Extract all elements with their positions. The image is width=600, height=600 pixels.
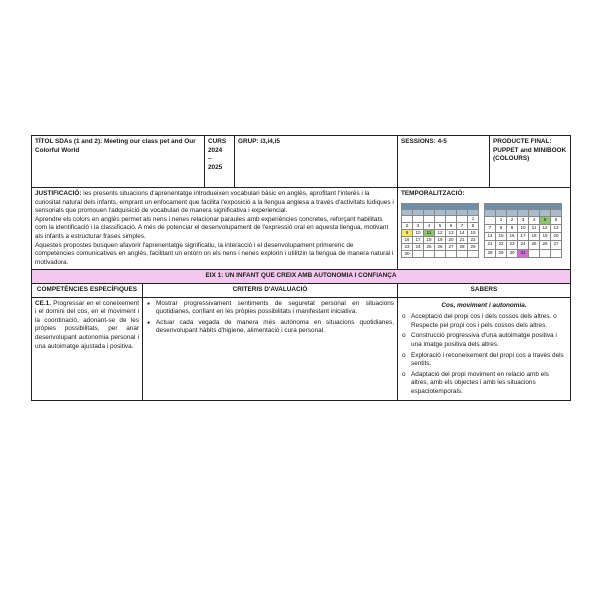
criteri-item: ● Actuar cada vegada de manera més autònoma en situacions quotidianes, desenvolupant hàbits d'higiene, alimentació i cura personal. [156, 319, 394, 336]
calendar-day: 17 [518, 233, 529, 241]
calendar-day: 2 [507, 217, 518, 225]
competencia-code: CE.1. [35, 299, 51, 307]
curs-label: CURS [208, 138, 227, 145]
calendar-weekday [507, 210, 518, 217]
calendar-weekday [551, 210, 562, 217]
justificacio-cell [32, 188, 398, 270]
sabers-cell [398, 297, 571, 401]
justificacio-paragraph-1 [35, 190, 394, 216]
calendar-day: 27 [551, 241, 562, 249]
calendar-day: 9 [402, 229, 413, 236]
calendar-weekday [529, 210, 540, 217]
calendar-day: 5 [435, 222, 446, 229]
calendar-day: 30 [507, 249, 518, 257]
calendar-day [413, 250, 424, 257]
calendar-day: 5 [540, 217, 551, 225]
calendar-day: 14 [485, 233, 496, 241]
calendar-day: 19 [435, 236, 446, 243]
calendar-day [485, 217, 496, 225]
calendar-day: 4 [424, 222, 435, 229]
justificacio-paragraph-3: Aquestes propostes busquen afavorir l'aprenentatge significatiu, la interacció i el desenvolupament primerenc de competències comunicatives en anglès, facilitant un entorn on els nens i nenes explorin i utilitzin la llengua de manera natural i motivadora. [35, 241, 394, 266]
calendar-day: 24 [413, 243, 424, 250]
calendar-day: 22 [496, 241, 507, 249]
calendar-day [446, 215, 457, 222]
temporalitzacio-label: TEMPORALITZACIÓ: [401, 190, 465, 197]
calendar-day [529, 249, 540, 257]
calendar-day: 18 [529, 233, 540, 241]
calendar-day: 25 [424, 243, 435, 250]
calendar-day: 20 [446, 236, 457, 243]
criteris-cell [143, 297, 398, 401]
calendar-day: 11 [529, 225, 540, 233]
calendar-day: 26 [435, 243, 446, 250]
calendar-day [540, 249, 551, 257]
sabers-list [401, 313, 567, 396]
justificacio-label: JUSTIFICACIÓ: [35, 190, 82, 197]
calendar-day: 13 [446, 229, 457, 236]
calendar-day [457, 250, 468, 257]
calendar-day: 12 [540, 225, 551, 233]
calendar-day [424, 250, 435, 257]
calendar-day: 9 [507, 225, 518, 233]
competencies-header: COMPETÈNCIES ESPECÍFIQUES [32, 283, 143, 297]
sabers-title: Cos, moviment i autonomia. [441, 301, 527, 309]
calendar-day: 15 [468, 229, 479, 236]
calendar-2 [484, 203, 562, 258]
calendar-day: 21 [457, 236, 468, 243]
calendar-day: 22 [468, 236, 479, 243]
calendar-day: 21 [485, 241, 496, 249]
calendar-day [402, 215, 413, 222]
calendar-day: 16 [507, 233, 518, 241]
calendar-day: 13 [551, 225, 562, 233]
competencia-text: Progressar en el coneixement i el domini del cos, en el moviment i la coordinació, adonant-se de les pròpies possibilitats, per anar desenvolupant autonomia personal i una autoimatge ajustada i positiva. [35, 299, 139, 350]
calendar-day: 31 [518, 249, 529, 257]
calendar-day: 11 [424, 229, 435, 236]
sessions-cell: SESSIONS: 4-5 [398, 136, 490, 188]
saber-item: o Exploració i reconeixement del propi cos a través dels sentits. [411, 352, 567, 369]
producte-final-cell: PRODUCTE FINAL: PUPPET and MINIBOOK (COLOURS) [490, 136, 571, 188]
calendar-day: 18 [424, 236, 435, 243]
calendar-day: 26 [540, 241, 551, 249]
calendar-day: 28 [457, 243, 468, 250]
header-row [32, 136, 571, 188]
saber-item: o Adaptació del propi moviment en relació amb els altres, amb els objectes i amb les situacions espaciotemporals. [411, 371, 567, 397]
calendar-weekday [540, 210, 551, 217]
column-header-row [32, 283, 571, 297]
calendar-month [485, 203, 562, 210]
calendar-day [551, 249, 562, 257]
calendar-day: 15 [496, 233, 507, 241]
calendar-day: 1 [468, 215, 479, 222]
calendar-day: 6 [446, 222, 457, 229]
calendar-day [457, 215, 468, 222]
calendar-day: 29 [496, 249, 507, 257]
calendar-day [424, 215, 435, 222]
calendar-day: 14 [457, 229, 468, 236]
calendar-day: 20 [551, 233, 562, 241]
document-page [31, 135, 570, 401]
calendar-day: 30 [402, 250, 413, 257]
calendar-day: 4 [529, 217, 540, 225]
saber-item: o Construcció progressiva d'una autoimatge positiva i una imatge positiva dels altres. [411, 332, 567, 349]
curs-cell [205, 136, 235, 188]
calendar-day [435, 215, 446, 222]
calendar-1 [401, 203, 479, 258]
criteris-header: CRITERIS D'AVALUACIÓ [143, 283, 398, 297]
titol-cell: TÍTOL SDAs (1 and 2): Meeting our class pet and Our Colorful World [32, 136, 205, 188]
grup-cell: GRUP: i3,i4,i5 [235, 136, 398, 188]
calendar-day [446, 250, 457, 257]
calendars [401, 203, 567, 258]
curs-year-start: 2024 [208, 146, 223, 154]
temporalitzacio-cell [398, 188, 571, 270]
calendar-day: 27 [446, 243, 457, 250]
eix-row [32, 270, 571, 284]
calendar-day: 3 [518, 217, 529, 225]
calendar-weekday [496, 210, 507, 217]
calendar-day: 2 [402, 222, 413, 229]
calendar-day: 24 [518, 241, 529, 249]
calendar-day: 25 [529, 241, 540, 249]
justificacio-text-1: les presents situacions d'aprenentatge introdueixen vocabulari bàsic en anglès, aprofitant l'interès i la curiositat natural dels infants, emprant un enfocament que facilita l'exposició a la llengua anglesa a través d'activitats lúdiques i sensorials que promouen l'adquisició de vocabulari de manera significativa i experiencial. [35, 190, 394, 215]
calendar-day: 19 [540, 233, 551, 241]
calendar-day: 28 [485, 249, 496, 257]
calendar-day: 10 [518, 225, 529, 233]
calendar-day: 8 [468, 222, 479, 229]
justificacio-paragraph-2: Aprendre els colors en anglès permet als nens i nenes relacionar paraules amb experiències concretes, reforçant habilitats com la identificació i la classificació. A més de potenciar el desenvolupament de l'expressió oral en aquesta llengua, motivant als infants a estructurar frases simples. [35, 215, 389, 240]
calendar-day: 17 [413, 236, 424, 243]
calendar-day: 23 [402, 243, 413, 250]
curs-year-end: 2025 [208, 163, 223, 171]
calendar-day: 7 [485, 225, 496, 233]
eix-title: EIX 1: UN INFANT QUE CREIX AMB AUTONOMIA I CONFIANÇA [32, 270, 571, 284]
sabers-header: SABERS [398, 283, 571, 297]
calendar-day: 29 [468, 243, 479, 250]
saber-item: o Acceptació del propi cos i dels cossos dels altres. o Respecte pel propi cos i pels cossos dels altres. [411, 313, 567, 330]
calendar-day: 3 [413, 222, 424, 229]
curs-dash: – [208, 155, 212, 163]
calendar-weekday [518, 210, 529, 217]
calendar-day: 10 [413, 229, 424, 236]
content-row [32, 297, 571, 401]
calendar-day [435, 250, 446, 257]
calendar-day: 8 [496, 225, 507, 233]
justificacio-row [32, 188, 571, 270]
calendar-day: 1 [496, 217, 507, 225]
calendar-day: 12 [435, 229, 446, 236]
competencia-cell [32, 297, 143, 401]
calendar-day [413, 215, 424, 222]
calendar-weekday [485, 210, 496, 217]
planning-table [31, 135, 571, 401]
calendar-day: 6 [551, 217, 562, 225]
calendar-day: 7 [457, 222, 468, 229]
calendar-day [468, 250, 479, 257]
calendar-day: 23 [507, 241, 518, 249]
calendar-day: 16 [402, 236, 413, 243]
criteri-item: ● Mostrar progressivament sentiments de seguretat personal en situacions quotidianes, confiant en les pròpies possibilitats i manifestant iniciativa. [156, 300, 394, 317]
criteris-list [146, 300, 394, 336]
